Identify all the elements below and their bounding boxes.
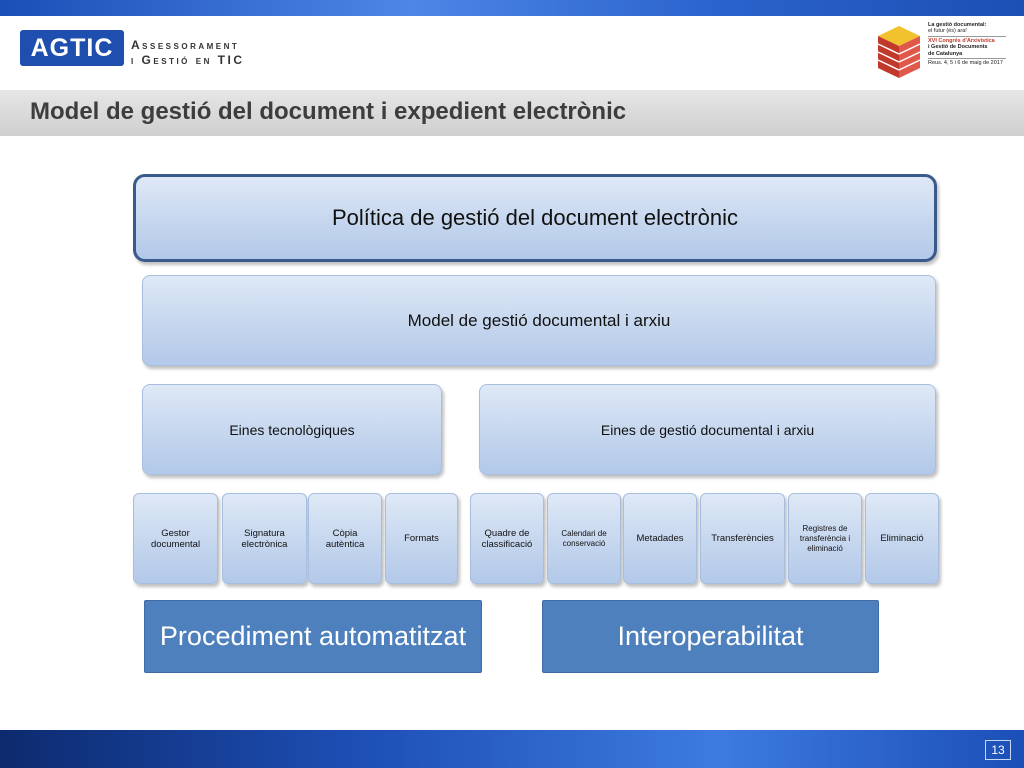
congress-line-1: La gestió documental:	[928, 22, 987, 28]
result-procediment-automatitzat: Procediment automatitzat	[144, 600, 482, 673]
congress-logo	[876, 22, 1006, 84]
tech-item-signatura-electronica: Signatura electrònica	[222, 493, 307, 584]
records-tools-box: Eines de gestió documental i arxiu	[479, 384, 936, 475]
policy-box: Política de gestió del document electrònic	[133, 174, 937, 262]
bottom-decorative-band	[0, 730, 1024, 768]
congress-line-5: de Catalunya	[928, 50, 963, 57]
title-bar	[0, 90, 1024, 136]
records-item-calendari-conservacio: Calendari de conservació	[547, 493, 621, 584]
model-box: Model de gestió documental i arxiu	[142, 275, 936, 366]
tagline-line-1: Assessorament	[131, 38, 240, 52]
congress-cube-icon	[876, 24, 922, 80]
agtic-logo: AGTIC	[20, 30, 124, 66]
congress-line-6: Reus. 4, 5 i 6 de maig de 2017	[928, 60, 1003, 67]
records-item-metadades: Metadades	[623, 493, 697, 584]
records-item-quadre-classificacio: Quadre de classificació	[470, 493, 544, 584]
header	[0, 16, 1024, 88]
top-decorative-band	[0, 0, 1024, 16]
records-item-eliminacio: Eliminació	[865, 493, 939, 584]
tech-item-copia-autentica: Còpia autèntica	[308, 493, 382, 584]
records-item-transferencies: Transferències	[700, 493, 785, 584]
result-interoperabilitat: Interoperabilitat	[542, 600, 879, 673]
tech-item-gestor-documental: Gestor documental	[133, 493, 218, 584]
records-item-registres-transferencia: Registres de transferència i eliminació	[788, 493, 862, 584]
page-title: Model de gestió del document i expedient electrònic	[30, 98, 627, 125]
congress-line-3: XVI Congrés d'Arxivística	[928, 37, 995, 44]
tech-item-formats: Formats	[385, 493, 458, 584]
page-number: 13	[985, 740, 1011, 760]
congress-line-2: el futur (és) ara!	[928, 28, 967, 35]
congress-line-4: i Gestió de Documents	[928, 44, 988, 51]
tagline-line-2: i Gestió en TIC	[131, 53, 245, 67]
tech-tools-box: Eines tecnològiques	[142, 384, 442, 475]
agtic-tagline	[131, 38, 245, 68]
